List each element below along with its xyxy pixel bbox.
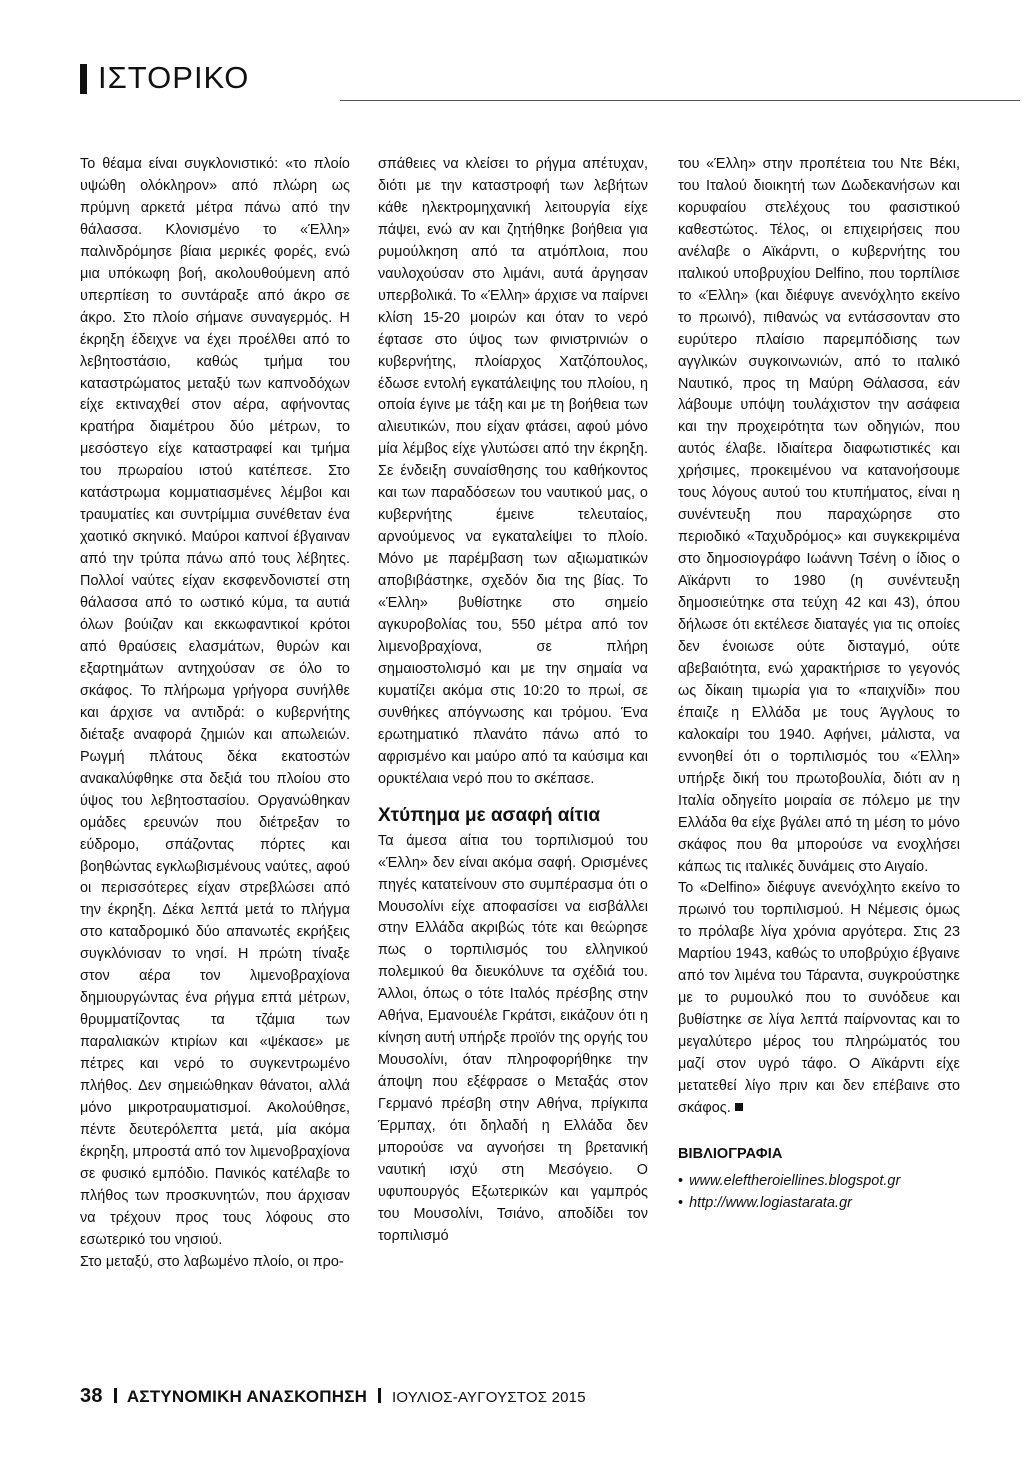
section-title: ΙΣΤΟΡΙΚΟ bbox=[98, 60, 250, 95]
header-rule bbox=[340, 100, 1020, 101]
section-marker-bar bbox=[80, 64, 87, 94]
paragraph: Τα άμεσα αίτια του τορπιλισμού του «Έλλη» δεν είναι ακόμα σαφή. Ορισμένες πηγές κατατείνουν στο συμπέρασμα ότι ο Μουσολίνι είχε αποφασίσει να εισβάλλει στην Ελλάδα ακριβώς τότε και θεώρησε πως ο τορπιλισμός του ελληνικού πολεμικού θα διευκόλυνε τα σχέδιά του. Άλλοι, όπως ο τότε Ιταλός πρέσβης στην Αθήνα, Εμανουέλε Γκράτσι, εικάζουν ότι η κίνηση αυτή υπήρξε προϊόν της οργής του Μουσολίνι, όταν πληροφορήθηκε την άποψη που εξέφρασε ο Μεταξάς στον Γερμανό πρέσβη στην Αθήνα, πρίγκιπα Έρμπαχ, ότι δηλαδή η Ελλάδα δεν μπορούσε να αγνοήσει τη βρετανική ναυτική ισχύ στη Μεσόγειο. Ο υφυπουργός Εξωτερικών και γαμπρός του Μουσολίνι, Τσιάνο, αποδίδει τον τορπιλισμό bbox=[378, 832, 648, 1244]
paragraph: του «Έλλη» στην προπέτεια του Ντε Βέκι, του Ιταλού διοικητή των Δωδεκανήσων και κορυφαίου στελέχους του φασιστικού καθεστώτος. Τέλος, οι επιχειρήσεις που ανέλαβε ο Αϊκάρντι, ο κυβερνήτης του ιταλικού υποβρυχίου Delfino, που τορπίλισε το «Έλλη» (και διέφυγε ανενόχλητο εκείνο το πρωινό), πιθανώς να εντάσσονταν στο ευρύτερο πλαίσιο παρεμπόδισης των αγγλικών συγκοινωνιών, από το ιταλικό Ναυτικό, προς τη Μαύρη Θάλασσα, εάν λάβουμε υπόψη τουλάχιστον την ασάφεια και την προχειρότητα των οδηγιών, που αυτός έλαβε. Ιδιαίτερα διαφωτιστικές και χρήσιμες, προκειμένου να κατανοήσουμε τους λόγους αυτού του κτυπήματος, είναι η συνέντευξη που παραχώρησε στο περιοδικό «Ταχυδρόμος» και συγκεκριμένα στο δημοσιογράφο Ιωάννη Τσένη ο ίδιος ο Αϊκάρντι το 1980 (η συνέντευξη δημοσιεύτηκε στα τεύχη 42 και 43), όπου δήλωσε ότι εκτέλεσε διαταγές για τις οποίες δεν ένοιωσε ούτε δισταγμό, ούτε αβεβαιότητα, ενώ χαρακτήρισε το γεγονός ως δίκαιη τιμωρία για το «παιχνίδι» που έπαιζε η Ελλάδα με τους Άγγλους το καλοκαίρι του 1940. Αφήνει, μάλιστα, να εννοηθεί ότι ο τορπιλισμός του «Έλλη» υπήρξε δική του πρωτοβουλία, διότι αν η Ιταλία οδηγείτο μοιραία σε πόλεμο με την Ελλάδα θα είχε βγάλει από τη μέση το μόνο σκάφος που θα μπορούσε να ενοχλήσει κάπως τις ιταλικές δυνάμεις στο Αιγαίο. bbox=[678, 156, 960, 875]
paragraph: σπάθειες να κλείσει το ρήγμα απέτυχαν, διότι με την καταστροφή των λεβήτων κάθε ηλεκτρομηχανική λειτουργία είχε πάψει, ενώ αν και ζητήθηκε βοήθεια για ρυμούλκηση από τα ατμόπλοια, που ναυλοχούσαν στο λιμάνι, αυτά άργησαν υπερβολικά. Το «Έλλη» άρχισε να παίρνει κλίση 15-20 μοιρών και όταν το νερό έφτασε στο ύψος των φινιστρινιών ο κυβερνήτης, πλοίαρχος Χατζόπουλος, έδωσε εντολή εγκατάλειψης του πλοίου, η οποία έγινε με τάξη και με τη βοήθεια των αλιευτικών, που είχαν φτάσει, αφού μόνο μία λέμβος είχε γλυτώσει από την έκρηξη. Σε ένδειξη συναίσθησης του καθήκοντος και των παραδόσεων του ναυτικού μας, ο κυβερνήτης έμεινε τελευταίος, αρνούμενος να εγκαταλείψει το πλοίο. Μόνο με παρέμβαση των αξιωματικών αποβιβάστηκε, σχεδόν δια της βίας. Το «Έλλη» βυθίστηκε στο σημείο αγκυροβολίας του, 550 μέτρα από τον λιμενοβραχίονα, σε πλήρη σημαιοστολισμό και με την σημαία να κυματίζει ακόμα στις 10:20 το πρωί, σε συνθήκες απόγνωσης και τρόμου. Ένα ερωτηματικό πλανάτο πάνω από το αφρισμένο και μαύρο από τα καύσιμα και ορυκτέλαια νερό που το σκέπασε. bbox=[378, 156, 648, 787]
paragraph-last bbox=[678, 878, 960, 1119]
paragraph: Στο μεταξύ, στο λαβωμένο πλοίο, οι προ- bbox=[80, 1253, 344, 1270]
bibliography-list bbox=[678, 1170, 960, 1214]
article-column-2 bbox=[378, 154, 648, 1248]
magazine-title: ΑΣΤΥΝΟΜΙΚΗ ΑΝΑΣΚΟΠΗΣΗ bbox=[126, 1387, 368, 1406]
bibliography-item: • http://www.logiastarata.gr bbox=[678, 1192, 960, 1214]
paragraph-text: Το «Delfino» διέφυγε ανενόχλητο εκείνο το πρωινό του τορπιλισμού. Η Νέμεσις όμως το πρόλαβε λίγα χρόνια αργότερα. Στις 23 Μαρτίου 1943, καθώς το υποβρύχιο έβγαινε από τον λιμένα του Τάραντα, συγκρούστηκε με το ρυμουλκό που το συνόδευε και βυθίστηκε σε λίγα λεπτά παίρνοντας και το μεγαλύτερο μέρος του πληρώματός του μαζί στον υγρό τάφο. Ο Αϊκάρντι είχε μετατεθεί λίγο πριν και δεν επέβαινε στο σκάφος. bbox=[678, 880, 960, 1116]
end-of-article-mark bbox=[735, 1103, 743, 1111]
footer-separator bbox=[378, 1388, 381, 1403]
page-footer bbox=[80, 1385, 586, 1408]
article-column-3 bbox=[678, 154, 960, 1214]
page-number: 38 bbox=[80, 1385, 103, 1407]
bibliography-item: • www.eleftheroiellines.blogspot.gr bbox=[678, 1170, 960, 1192]
bibliography-title: ΒΙΒΛΙΟΓΡΑΦΙΑ bbox=[678, 1145, 783, 1162]
footer-separator bbox=[114, 1388, 117, 1403]
article-column-1 bbox=[80, 154, 350, 1274]
subheading: Χτύπημα με ασαφή αίτια bbox=[378, 804, 601, 826]
paragraph: Το θέαμα είναι συγκλονιστικό: «το πλοίο υψώθη ολόκληρον» από πλώρη ως πρύμνη αρκετά μέτρα πάνω από την θάλασσα. Κλονισμένο το «Έλλη» παλινδρόμησε βίαια μερικές φορές, ενώ μια υπόκωφη βοή, ακολουθούμενη από υπερπίεση το συντάραξε από άκρο σε άκρο. Στο πλοίο σήμανε συναγερμός. Η έκρηξη έδειχνε να έχει προέλθει από το λεβητοστάσιο, καθώς τμήμα του καταστρώματος μεταξύ των καπνοδόχων είχε εκτιναχθεί στον αέρα, αφήνοντας κρατήρα διαμέτρου δύο μέτρων, το μεσόστεγο είχε καταστραφεί και τμήμα του πρωραίου ιστού κατέπεσε. Στο κατάστρωμα κομματιασμένες λέμβοι και τραυματίες και συντρίμμια συνέθεταν ένα χαοτικό σκηνικό. Μαύροι καπνοί έβγαιναν από την τρύπα πάνω από τους λέβητες. Πολλοί ναύτες είχαν εκσφενδονιστεί στη θάλασσα από το ωστικό κύμα, τα αυτιά όλων βούιζαν και εκκωφαντικοί κρότοι από θραύσεις ελασμάτων, θυρών και εξαρτημάτων αντηχούσαν σε όλο το σκάφος. Το πλήρωμα γρήγορα συνήλθε και άρχισε να αντιδρά: ο κυβερνήτης διέταξε αναφορά ζημιών και απωλειών. Ρωγμή πλάτους δέκα εκατοστών ανακαλύφθηκε στα δεξιά του πλοίου στο ύψος του λεβητοστασίου. Οργανώθηκαν ομάδες ερευνών που διέτρεξαν το εύδρομο, σπάζοντας πόρτες και βοηθώντας εγκλωβισμένους ναύτες, αφού οι περισσότερες είχαν στρεβλώσει από την έκρηξη. Δέκα λεπτά μετά το πλήγμα στο καταδρομικό δύο απανωτές εκρήξεις συγκλόνισαν το νησί. Η πρώτη τίναξε στον αέρα τον λιμενοβραχίονα δημιουργώντας ένα ρήγμα επτά μέτρων, θρυμματίζοντας τα τζάμια των παραλιακών κτιρίων και «ψέκασε» με πέτρες και νερό το συγκεντρωμένο πλήθος. Δεν σημειώθηκαν θάνατοι, αλλά μόνο μικροτραυματισμοί. Ακολούθησε, πέντε δευτερόλεπτα μετά, μία ακόμα έκρηξη, μπροστά από τον λιμενοβραχίονα σε φυσικό εμπόδιο. Πανικός κατέλαβε το πλήθος των προσκυνητών, που άρχισαν να τρέχουν προς τους λόφους στο εσωτερικό του νησιού. bbox=[80, 156, 350, 1248]
issue-date: ΙΟΥΛΙΟΣ-ΑΥΓΟΥΣΤΟΣ 2015 bbox=[391, 1389, 586, 1406]
